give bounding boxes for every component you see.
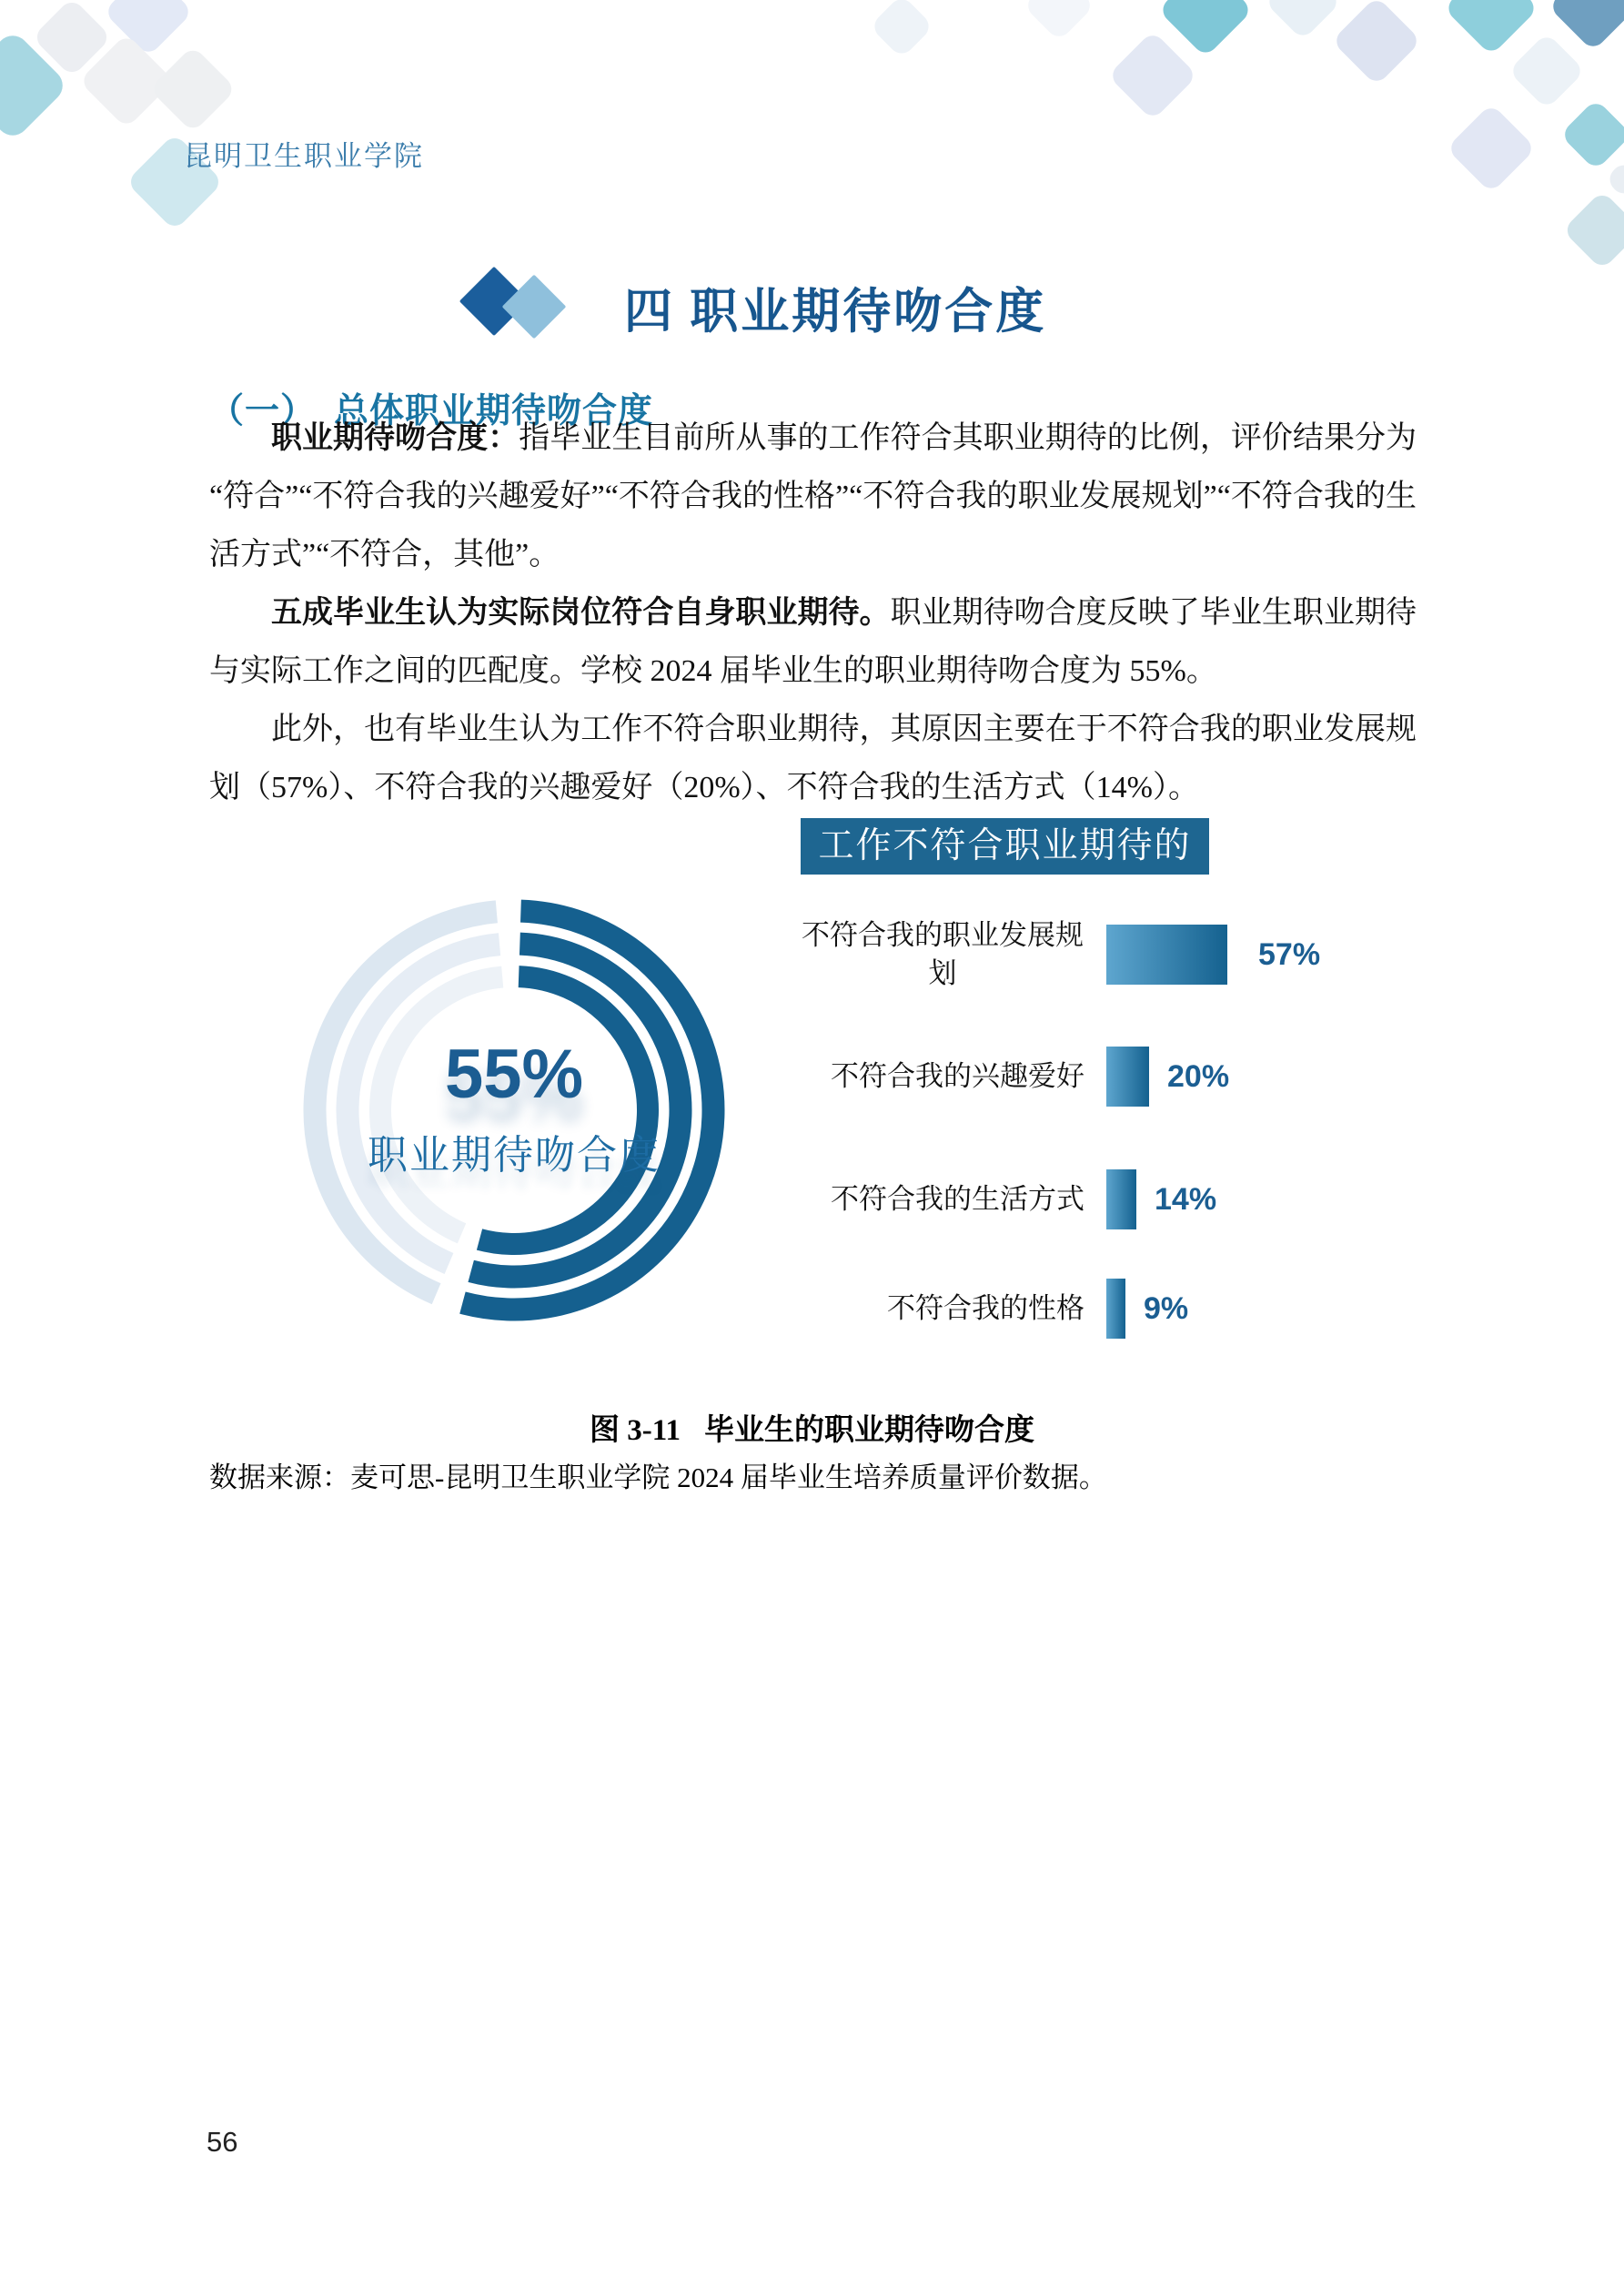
bar-value-label: 20% bbox=[1167, 1059, 1230, 1094]
figure-data-source: 数据来源：麦可思-昆明卫生职业学院 2024 届毕业生培养质量评价数据。 bbox=[209, 1462, 1107, 1493]
deco-diamond bbox=[1605, 160, 1624, 198]
donut-rings bbox=[294, 890, 734, 1330]
deco-diamond bbox=[1023, 0, 1094, 42]
bar bbox=[1106, 1169, 1136, 1229]
bar-category-label: 不符合我的性格 bbox=[887, 1292, 1084, 1324]
paragraph-definition bbox=[209, 410, 1417, 584]
bar-value-label: 57% bbox=[1258, 937, 1321, 972]
figure-caption-title: 毕业生的职业期待吻合度 bbox=[703, 1414, 1034, 1447]
deco-diamond bbox=[1158, 0, 1254, 57]
donut-value-label: 55% bbox=[444, 1036, 584, 1113]
paragraph-reasons bbox=[209, 701, 1417, 817]
donut-chart bbox=[294, 890, 734, 1330]
bar-value-label: 14% bbox=[1155, 1182, 1217, 1217]
bar-category-label: 不符合我的生活方式 bbox=[831, 1183, 1084, 1215]
deco-diamond bbox=[149, 46, 237, 133]
deco-diamond bbox=[1332, 0, 1422, 86]
bar bbox=[1106, 1047, 1149, 1107]
bar-category-label: 不符合我的职业发展规划 bbox=[802, 919, 1084, 989]
body-text bbox=[209, 410, 1417, 817]
deco-diamond bbox=[1265, 0, 1342, 40]
deco-diamond bbox=[870, 0, 934, 58]
donut-category-label: 职业期待吻合度 bbox=[368, 1133, 661, 1178]
figure-caption-number: 图 3-11 bbox=[590, 1414, 681, 1447]
page-number: 56 bbox=[207, 2126, 238, 2158]
figure-caption bbox=[0, 1406, 1624, 1449]
deco-diamond bbox=[1548, 0, 1624, 51]
paragraph-text: 指毕业生目前所从事的工作符合其职业期待的比例，评价结果分为“符合”“不符合我的兴趣爱好”“不符合我的性格”“不符合我的职业发展规划”“不符合我的生活方式”“不符合，其他”。 bbox=[209, 421, 1417, 571]
deco-diamond bbox=[1562, 190, 1624, 270]
bar-value-label: 9% bbox=[1144, 1291, 1189, 1326]
bar bbox=[1106, 1279, 1125, 1339]
deco-diamond bbox=[1447, 104, 1537, 194]
paragraph-lead-bold: 五成毕业生认为实际岗位符合自身职业期待。 bbox=[271, 596, 891, 630]
deco-diamond bbox=[1559, 98, 1624, 170]
chapter-title: 四 职业期待吻合度 bbox=[624, 286, 1047, 339]
deco-diamond bbox=[1508, 33, 1586, 110]
bar bbox=[1106, 925, 1227, 985]
paragraph-lead-bold: 职业期待吻合度： bbox=[271, 421, 519, 455]
bar-category-label: 不符合我的兴趣爱好 bbox=[831, 1060, 1084, 1092]
section-heading: （一） 总体职业期待吻合度 bbox=[209, 392, 654, 430]
bar-chart-title: 工作不符合职业期待的原因 bbox=[801, 818, 1209, 875]
paragraph-text: 此外，也有毕业生认为工作不符合职业期待，其原因主要在于不符合我的职业发展规划（57%）、不符合我的兴趣爱好（20%）、不符合我的生活方式（14%）。 bbox=[209, 713, 1417, 804]
paragraph-finding bbox=[209, 584, 1417, 701]
page-header-school-name: 昆明卫生职业学院 bbox=[184, 140, 424, 172]
deco-diamond bbox=[1444, 0, 1539, 56]
paragraph-text: 职业期待吻合度反映了毕业生职业期待与实际工作之间的匹配度。学校 2024 届毕业生的职业期待吻合度为 55%。 bbox=[209, 596, 1417, 688]
deco-diamond bbox=[1108, 31, 1198, 121]
